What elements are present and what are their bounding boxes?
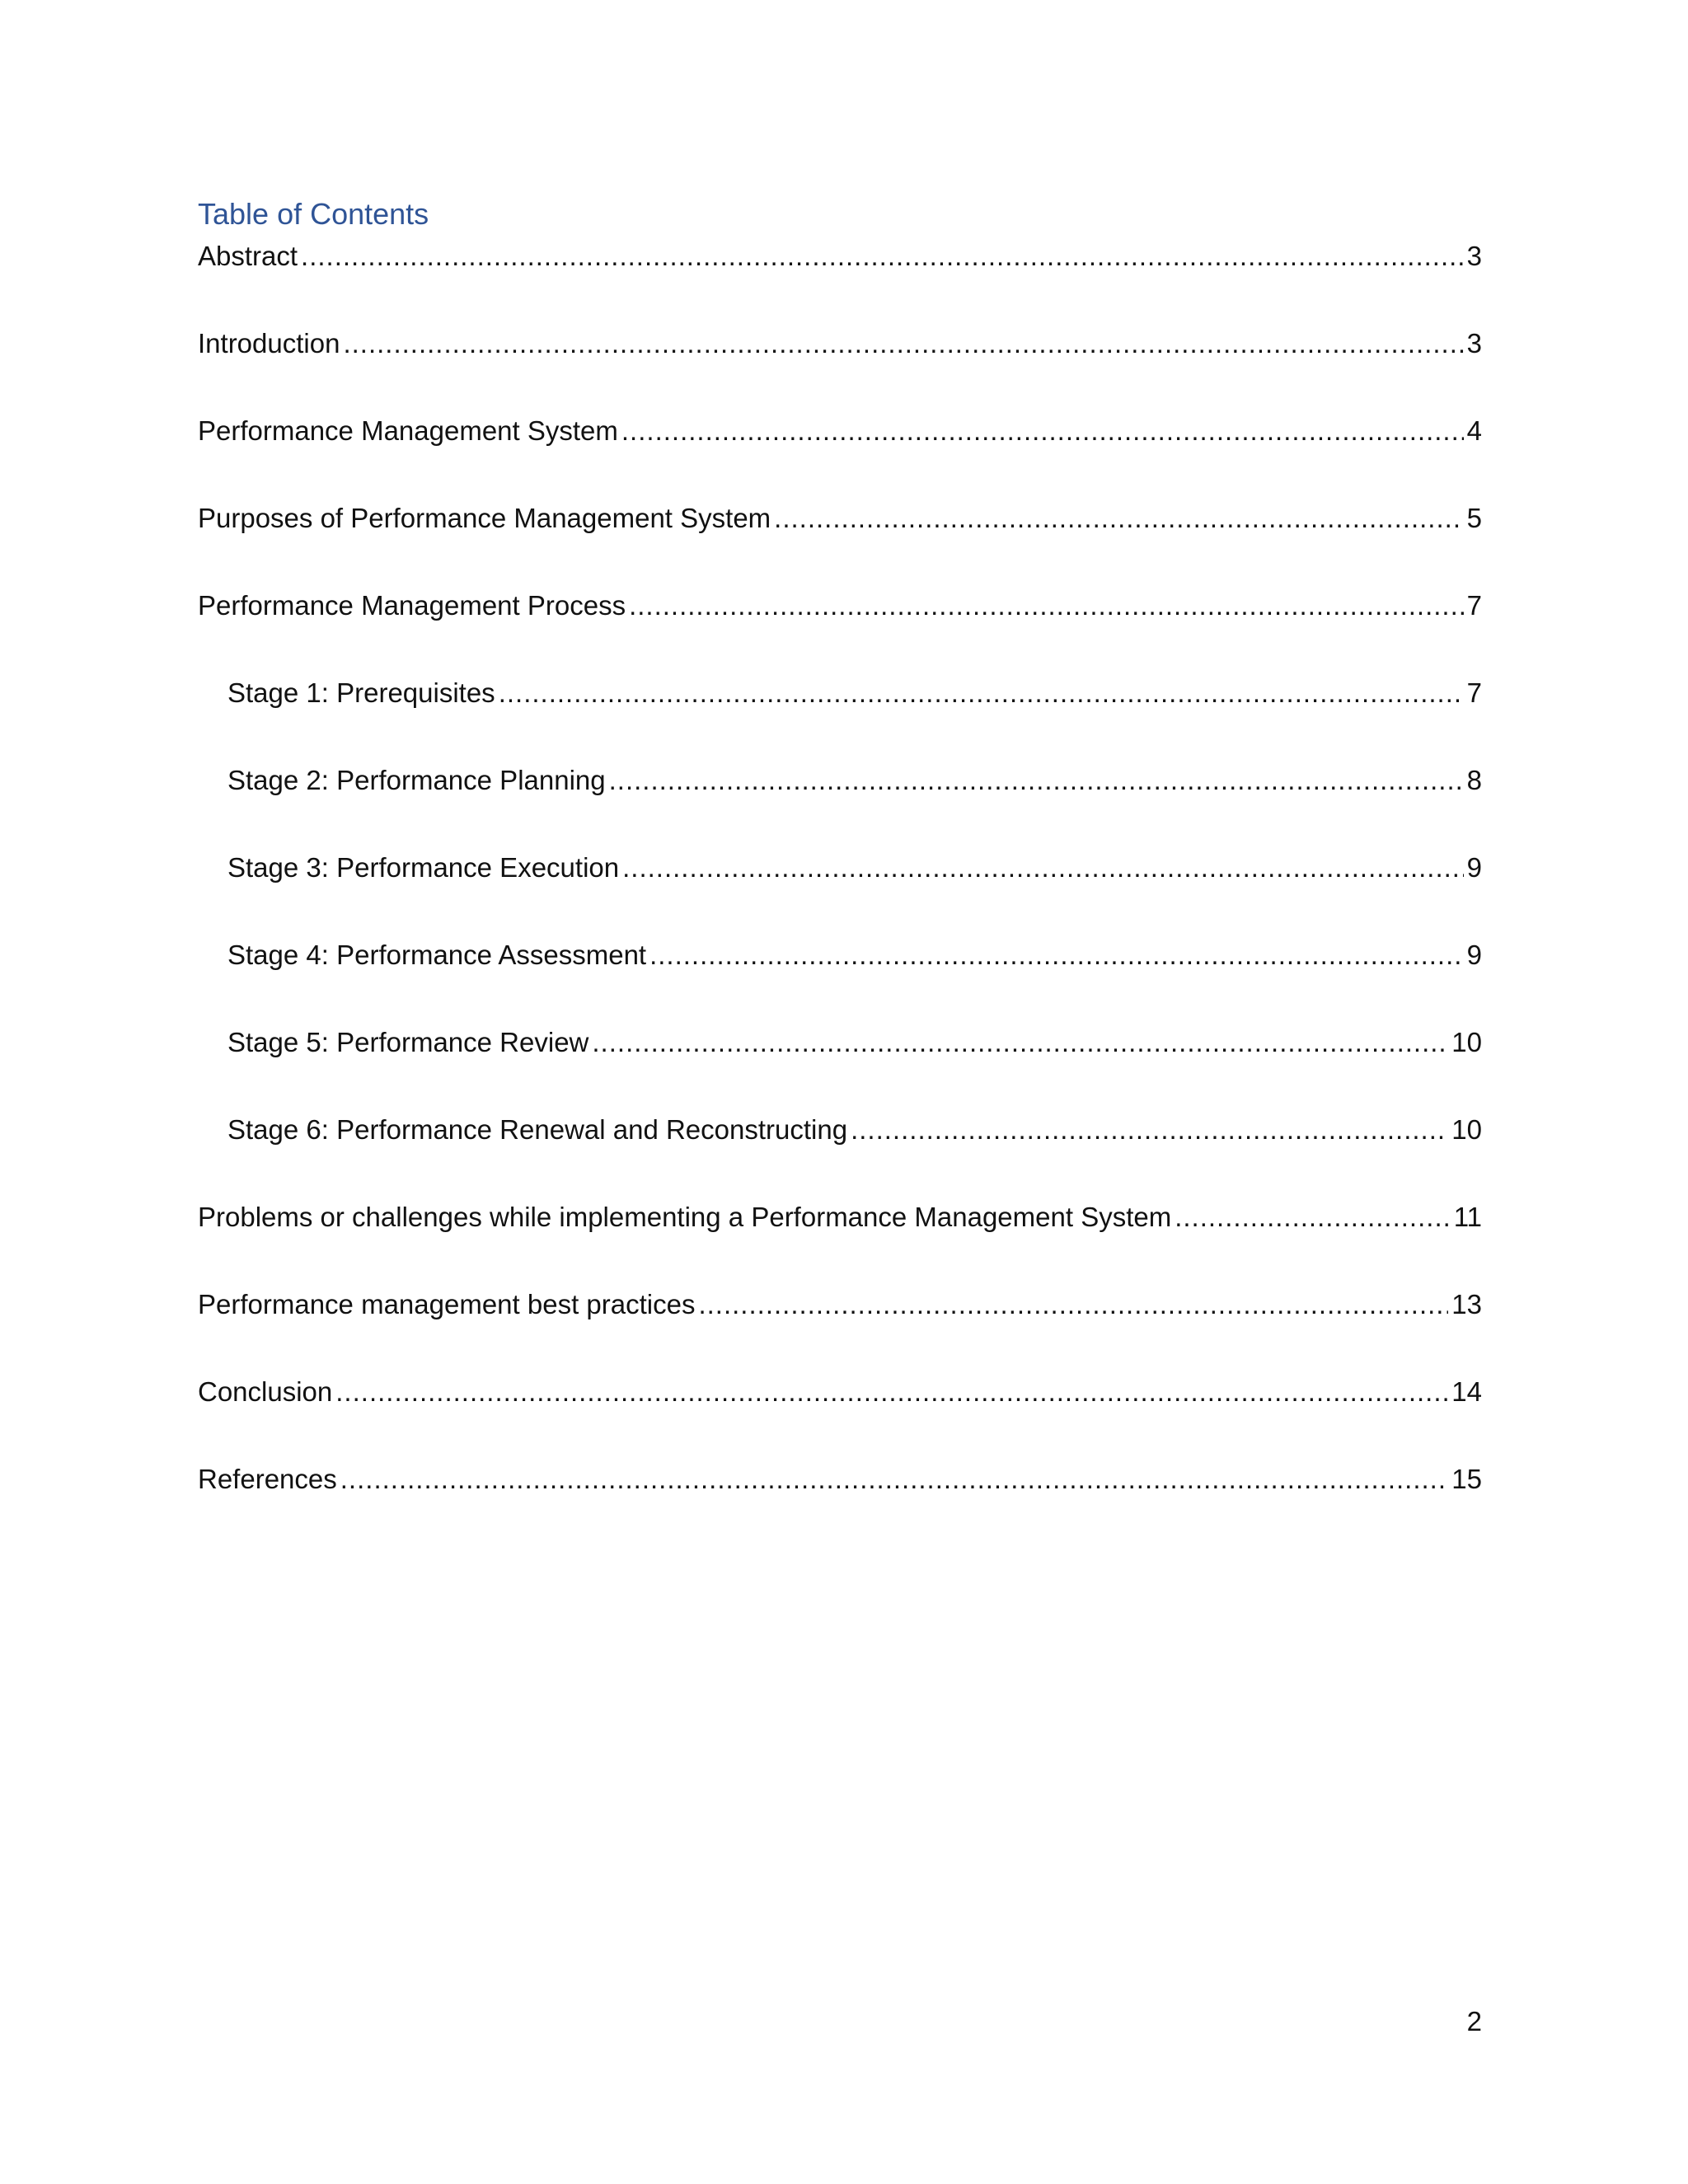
- table-of-contents: [198, 239, 1482, 1549]
- toc-entry-page: 7: [1466, 590, 1482, 621]
- toc-entry-references[interactable]: [198, 1462, 1482, 1549]
- toc-entry-stage-1[interactable]: [198, 676, 1482, 763]
- toc-entry-problems-or-challenges[interactable]: [198, 1200, 1482, 1287]
- toc-entry-stage-6[interactable]: [198, 1113, 1482, 1200]
- toc-entry-label: Abstract: [198, 239, 301, 274]
- toc-entry-page: 13: [1451, 1289, 1482, 1319]
- toc-entry-stage-3[interactable]: [198, 851, 1482, 938]
- toc-entry-label: Performance Management Process: [198, 588, 629, 623]
- toc-dot-leader: [1175, 1200, 1451, 1235]
- toc-entry-label: Conclusion: [198, 1375, 335, 1409]
- toc-dot-leader: [609, 763, 1464, 798]
- toc-entry-label: Stage 2: Performance Planning: [227, 763, 609, 798]
- toc-dot-leader: [774, 501, 1463, 536]
- toc-dot-leader: [301, 239, 1464, 274]
- toc-entry-best-practices[interactable]: [198, 1287, 1482, 1375]
- toc-entry-stage-4[interactable]: [198, 938, 1482, 1025]
- toc-dot-leader: [851, 1113, 1448, 1147]
- toc-dot-leader: [340, 1462, 1449, 1497]
- toc-entry-page: 5: [1466, 503, 1482, 533]
- toc-entry-label: Performance management best practices: [198, 1287, 698, 1322]
- toc-entry-label: References: [198, 1462, 340, 1497]
- toc-entry-performance-management-process[interactable]: [198, 588, 1482, 676]
- toc-entry-page: 14: [1451, 1376, 1482, 1407]
- toc-entry-page: 11: [1453, 1202, 1482, 1232]
- toc-dot-leader: [499, 676, 1464, 710]
- toc-entry-stage-2[interactable]: [198, 763, 1482, 851]
- toc-entry-page: 3: [1466, 241, 1482, 271]
- toc-dot-leader: [622, 851, 1464, 885]
- toc-entry-stage-5[interactable]: [198, 1025, 1482, 1113]
- toc-entry-page: 10: [1451, 1114, 1482, 1145]
- toc-entry-page: 15: [1451, 1464, 1482, 1494]
- toc-entry-label: Purposes of Performance Management System: [198, 501, 774, 536]
- toc-dot-leader: [335, 1375, 1448, 1409]
- toc-dot-leader: [698, 1287, 1448, 1322]
- toc-entry-label: Stage 3: Performance Execution: [227, 851, 622, 885]
- toc-entry-page: 7: [1466, 677, 1482, 708]
- toc-title: Table of Contents: [198, 197, 429, 231]
- toc-entry-purposes[interactable]: [198, 501, 1482, 588]
- toc-entry-introduction[interactable]: [198, 326, 1482, 414]
- toc-entry-performance-management-system[interactable]: [198, 414, 1482, 501]
- toc-entry-label: Stage 6: Performance Renewal and Reconstructing: [227, 1113, 851, 1147]
- toc-entry-page: 3: [1466, 328, 1482, 359]
- toc-entry-label: Stage 5: Performance Review: [227, 1025, 592, 1060]
- toc-entry-abstract[interactable]: [198, 239, 1482, 326]
- toc-entry-label: Performance Management System: [198, 414, 621, 448]
- page-number: 2: [1466, 2006, 1482, 2036]
- toc-entry-page: 9: [1466, 852, 1482, 883]
- toc-dot-leader: [592, 1025, 1448, 1060]
- toc-entry-label: Introduction: [198, 326, 343, 361]
- toc-entry-label: Stage 4: Performance Assessment: [227, 938, 649, 972]
- toc-entry-label: Stage 1: Prerequisites: [227, 676, 499, 710]
- toc-entry-label: Problems or challenges while implementing a Performance Management System: [198, 1200, 1175, 1235]
- toc-entry-page: 4: [1466, 415, 1482, 446]
- toc-entry-page: 10: [1451, 1027, 1482, 1057]
- toc-dot-leader: [649, 938, 1464, 972]
- toc-entry-page: 9: [1466, 940, 1482, 970]
- toc-entry-page: 8: [1466, 765, 1482, 795]
- toc-dot-leader: [343, 326, 1463, 361]
- toc-dot-leader: [621, 414, 1464, 448]
- toc-entry-conclusion[interactable]: [198, 1375, 1482, 1462]
- toc-dot-leader: [629, 588, 1464, 623]
